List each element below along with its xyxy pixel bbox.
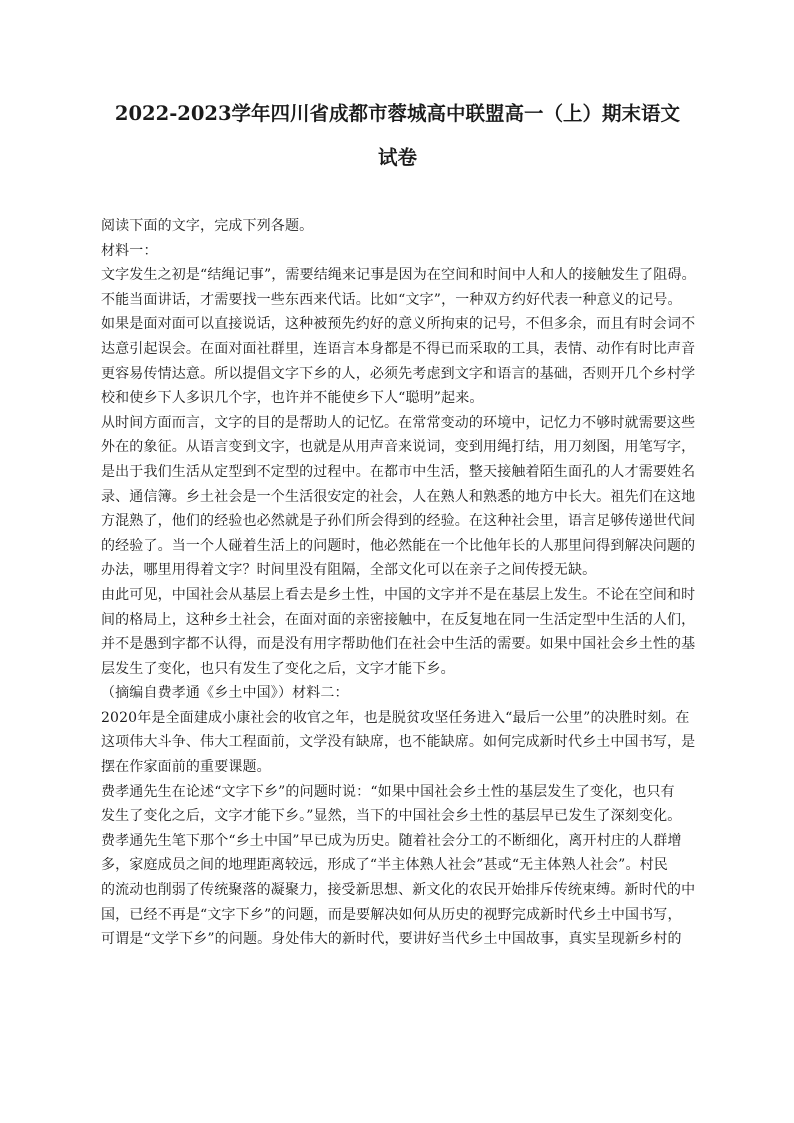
text-line: 的经验了。当一个人碰着生活上的问题时，他必然能在一个比他年长的人那里问得到解决问题的 bbox=[101, 537, 696, 554]
text-line: 是出于我们生活从定型到不定型的过程中。在都市中生活，整天接触着陌生面孔的人才需要姓名 bbox=[101, 463, 696, 480]
title-line-1: 2022-2023学年四川省成都市蓉城高中联盟高一（上）期末语文 bbox=[114, 102, 681, 125]
document-title bbox=[101, 0, 694, 180]
document-body bbox=[101, 214, 694, 952]
text-line: 录、通信簿。乡土社会是一个生活很安定的社会，人在熟人和熟悉的地方中长大。祖先们在这地 bbox=[101, 488, 696, 505]
text-line: 校和使乡下人多识几个字，也许并不能使乡下人“聪明”起来。 bbox=[101, 390, 484, 407]
text-line: 由此可见，中国社会从基层上看去是乡土性，中国的文字并不是在基层上发生。不论在空间和时 bbox=[101, 586, 696, 603]
text-line: 费孝通先生在论述“文字下乡”的问题时说：“如果中国社会乡土性的基层发生了变化，也只有 bbox=[101, 783, 675, 800]
text-line: 不能当面讲话，才需要找一些东西来代话。比如“文字”，一种双方约好代表一种意义的记号。 bbox=[101, 291, 682, 308]
text-line: 这项伟大斗争、伟大工程面前，文学没有缺席，也不能缺席。如何完成新时代乡土中国书写，是 bbox=[101, 734, 696, 751]
text-line: 2020年是全面建成小康社会的收官之年，也是脱贫攻坚任务进入“最后一公里”的决胜时刻。在 bbox=[101, 709, 690, 726]
text-line: 国，已经不再是“文字下乡”的问题，而是要解决如何从历史的视野完成新时代乡土中国书写， bbox=[101, 906, 682, 923]
text-line: 费孝通先生笔下那个“乡土中国”早已成为历史。随着社会分工的不断细化，离开村庄的人群增 bbox=[101, 832, 682, 849]
text-line: 办法，哪里用得着文字？时间里没有阻隔，全部文化可以在亲子之间传授无缺。 bbox=[101, 562, 597, 579]
title-line-2: 试卷 bbox=[377, 146, 417, 169]
text-line: 更容易传情达意。所以提倡文字下乡的人，必须先考虑到文字和语言的基础，否则开几个乡村学 bbox=[101, 365, 696, 382]
text-line: 材料一： bbox=[101, 242, 158, 259]
text-line: 并不是愚到字都不认得，而是没有用字帮助他们在社会中生活的需要。如果中国社会乡土性的基 bbox=[101, 636, 696, 653]
text-line: 层发生了变化，也只有发生了变化之后，文字才能下乡。 bbox=[101, 660, 455, 677]
text-line: 如果是面对面可以直接说话，这种被预先约好的意义所拘束的记号，不但多余，而且有时会词不 bbox=[101, 316, 696, 333]
text-line: 发生了变化之后，文字才能下乡。”显然，当下的中国社会乡土性的基层早已发生了深刻变化。 bbox=[101, 808, 682, 825]
text-line: （摘编自费孝通《乡土中国》）材料二： bbox=[101, 685, 349, 702]
text-line: 间的格局上，这种乡土社会，在面对面的亲密接触中，在反复地在同一生活定型中生活的人们， bbox=[101, 611, 696, 628]
text-line: 达意引起误会。在面对面社群里，连语言本身都是不得已而采取的工具，表情、动作有时比声音 bbox=[101, 340, 696, 357]
text-line: 方混熟了，他们的经验也必然就是子孙们所会得到的经验。在这种社会里，语言足够传递世代间 bbox=[101, 513, 696, 530]
text-line: 多，家庭成员之间的地理距离较远，形成了“半主体熟人社会”甚或“无主体熟人社会”。村民 bbox=[101, 857, 668, 874]
text-line: 阅读下面的文字，完成下列各题。 bbox=[101, 218, 314, 234]
text-line: 外在的象征。从语言变到文字，也就是从用声音来说词，变到用绳打结，用刀刻图，用笔写字， bbox=[101, 439, 696, 456]
text-line: 的流动也削弱了传统聚落的凝聚力，接受新思想、新文化的农民开始排斥传统束缚。新时代的中 bbox=[101, 882, 696, 899]
text-line: 文字发生之初是“结绳记事”，需要结绳来记事是因为在空间和时间中人和人的接触发生了阻碍。 bbox=[101, 267, 696, 284]
text-line: 摆在作家面前的重要课题。 bbox=[101, 759, 271, 776]
text-line: 从时间方面而言，文字的目的是帮助人的记忆。在常常变动的环境中，记忆力不够时就需要这些 bbox=[101, 414, 696, 431]
text-line: 可谓是“文学下乡”的问题。身处伟大的新时代，要讲好当代乡土中国故事，真实呈现新乡村的 bbox=[101, 931, 682, 948]
